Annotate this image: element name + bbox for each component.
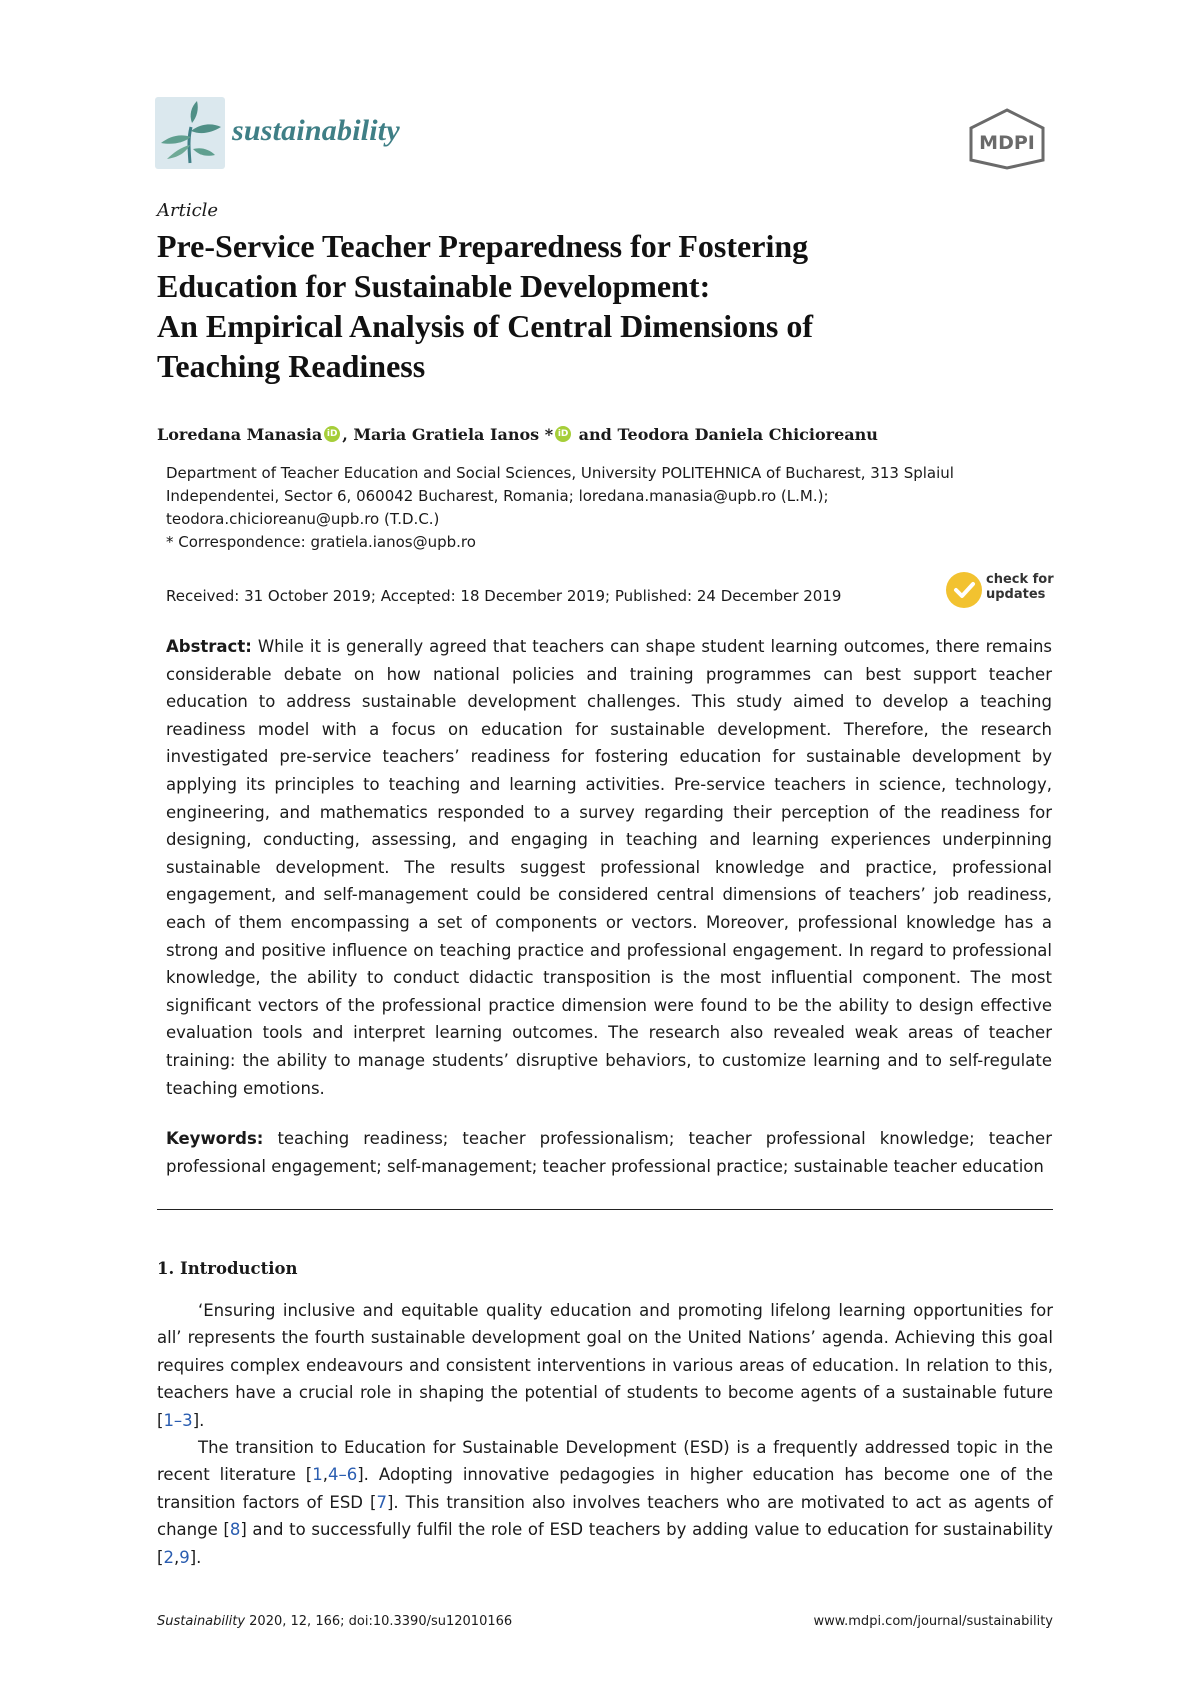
author-list: Loredana Manasia iD , Maria Gratiela Ianos * iD and Teodora Daniela Chicioreanu: [157, 425, 878, 444]
author-conjunction: and: [578, 425, 612, 444]
citation-link[interactable]: 1: [312, 1465, 323, 1485]
footer-journal: Sustainability: [157, 1614, 246, 1629]
section-heading: 1. Introduction: [157, 1259, 298, 1278]
paragraph: ‘Ensuring inclusive and equitable quality education and promoting lifelong learning opportunities for all’ represents the fourth sustainable development goal on the United Nations’ agenda. Achieving this goal requires complex endeavours and consistent interventions in various areas of education. In relation to this, teachers have a crucial role in shaping the potential of students to become agents of a sustainable future [1–3].: [157, 1301, 1053, 1430]
footer-citation: [157, 1614, 512, 1629]
title-line: Teaching Readiness: [157, 348, 426, 384]
checkmark-icon: [946, 572, 982, 608]
keywords-label: Keywords:: [166, 1129, 264, 1148]
abstract: [166, 633, 1052, 1102]
footer-doi: 2020, 12, 166; doi:10.3390/su12010166: [245, 1614, 513, 1629]
journal-logo: [155, 97, 225, 169]
paragraph: The transition to Education for Sustainable Development (ESD) is a frequently addressed topic in the recent literature [1,4–6]. Adopting innovative pedagogies in higher education has become one of the transition factors of ESD [7]. This transition also involves teachers who are motivated to act as agents of change [8] and to successfully fulfil the role of ESD teachers by adding value to education for sustainability [2,9].: [157, 1438, 1054, 1567]
correspondence-line: * Correspondence: gratiela.ianos@upb.ro: [166, 533, 476, 551]
keywords-text: teaching readiness; teacher professionalism; teacher professional knowledge; teacher professional engagement; self-management; teacher professional practice; sustainable teacher education: [166, 1129, 1052, 1176]
affiliations: [166, 462, 1066, 554]
mdpi-logo-text: MDPI: [979, 132, 1035, 154]
title-line: An Empirical Analysis of Central Dimensions of: [157, 308, 814, 344]
orcid-icon[interactable]: iD: [324, 426, 340, 442]
check-for-updates-badge[interactable]: [946, 570, 1056, 610]
article-title: [157, 226, 1057, 386]
publication-dates: Received: 31 October 2019; Accepted: 18 December 2019; Published: 24 December 2019: [166, 587, 842, 605]
affiliation-line: Department of Teacher Education and Social Sciences, University POLITEHNICA of Bucharest, 313 Splaiul: [166, 464, 954, 482]
abstract-label: Abstract:: [166, 637, 252, 656]
keywords: [166, 1125, 1052, 1180]
abstract-text: While it is generally agreed that teachers can shape student learning outcomes, there remains considerable debate on how national policies and training programmes can best support teacher education to address sustainable development challenges. This study aimed to develop a teaching readiness model with a focus on education for sustainable development. Therefore, the research investigated pre-service teachers’ readiness for fostering education for sustainable development by applying its principles to teaching and learning activities. Pre-service teachers in science, technology, engineering, and mathematics responded to a survey regarding their perception of the readiness for designing, conducting, assessing, and engaging in teaching and learning experiences underpinning sustainable development. The results suggest professional knowledge and practice, professional engagement, and self-management could be considered central dimensions of teachers’ job readiness, each of them encompassing a set of components or vectors. Moreover, professional knowledge has a strong and positive influence on teaching practice and professional engagement. In regard to professional knowledge, the ability to conduct didactic transposition is the most influential component. The most significant vectors of the professional practice dimension were found to be the ability to design effective evaluation tools and interpret learning outcomes. The research also revealed weak areas of teacher training: the ability to manage students’ disruptive behaviors, to customize learning and to self-regulate teaching emotions.: [166, 637, 1053, 1098]
mdpi-logo[interactable]: [967, 108, 1047, 170]
journal-name[interactable]: sustainability: [232, 114, 400, 147]
citation-link[interactable]: 4–6: [327, 1465, 358, 1485]
affiliation-line: teodora.chicioreanu@upb.ro (T.D.C.): [166, 510, 440, 528]
citation-link[interactable]: 8: [229, 1520, 241, 1540]
author-name[interactable]: Loredana Manasia: [157, 425, 323, 444]
plant-icon: [155, 97, 225, 169]
affiliation-line: Independentei, Sector 6, 060042 Bucharest, Romania; loredana.manasia@upb.ro (L.M.);: [166, 487, 829, 505]
corresponding-mark: *: [544, 425, 554, 444]
citation-link[interactable]: 2: [163, 1547, 174, 1567]
section-divider: [157, 1209, 1053, 1210]
orcid-icon[interactable]: iD: [555, 426, 571, 442]
check-updates-line2: updates: [986, 587, 1046, 602]
introduction-body: [157, 1297, 1053, 1571]
citation-link[interactable]: 7: [376, 1492, 387, 1512]
citation-link[interactable]: 1–3: [163, 1410, 193, 1430]
article-type: Article: [157, 200, 219, 221]
title-line: Pre-Service Teacher Preparedness for Fostering: [157, 228, 809, 264]
check-updates-line1: check for: [986, 572, 1054, 587]
author-name[interactable]: Maria Gratiela Ianos: [353, 425, 540, 444]
citation-link[interactable]: 9: [179, 1547, 190, 1567]
author-name[interactable]: Teodora Daniela Chicioreanu: [617, 425, 878, 444]
title-line: Education for Sustainable Development:: [157, 268, 711, 304]
footer-url[interactable]: www.mdpi.com/journal/sustainability: [813, 1614, 1053, 1629]
